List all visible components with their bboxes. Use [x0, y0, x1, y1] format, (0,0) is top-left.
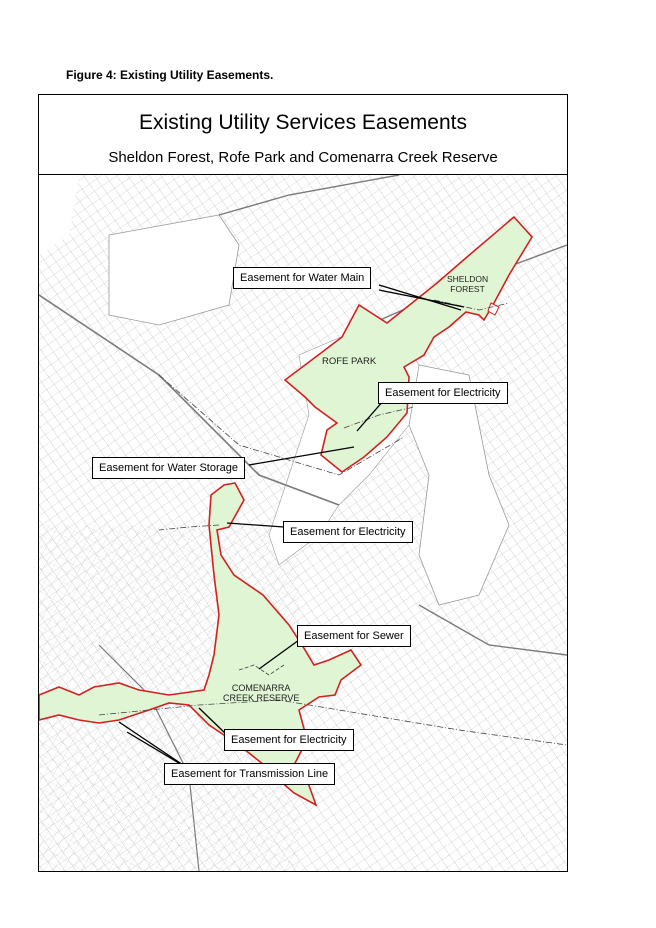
map-subtitle: Sheldon Forest, Rofe Park and Comenarra Creek Reserve: [108, 149, 498, 166]
comenarra-label-line1: COMENARRA: [231, 683, 291, 693]
callout-electricity-rofe: Easement for Electricity: [378, 382, 508, 404]
map-frame: [38, 94, 568, 872]
callout-sewer: Easement for Sewer: [297, 625, 411, 647]
callout-transmission-line: Easement for Transmission Line: [164, 763, 335, 785]
callout-water-main: Easement for Water Main: [233, 267, 371, 289]
map-title: Existing Utility Services Easements: [139, 111, 467, 134]
callout-water-storage: Easement for Water Storage: [92, 457, 245, 479]
callout-electricity-north: Easement for Electricity: [283, 521, 413, 543]
map-title-box: [39, 95, 567, 175]
comenarra-label-line2: CREEK RESERVE: [223, 693, 300, 703]
comenarra-label: [223, 683, 299, 703]
sheldon-forest-label: [447, 274, 488, 294]
rofe-park-label: ROFE PARK: [322, 356, 377, 367]
callout-electricity-south: Easement for Electricity: [224, 729, 354, 751]
sheldon-label-line2: FOREST: [450, 284, 485, 294]
figure-caption: Figure 4: Existing Utility Easements.: [66, 68, 274, 82]
sheldon-label-line1: SHELDON: [447, 274, 489, 284]
map-area: [39, 175, 567, 871]
